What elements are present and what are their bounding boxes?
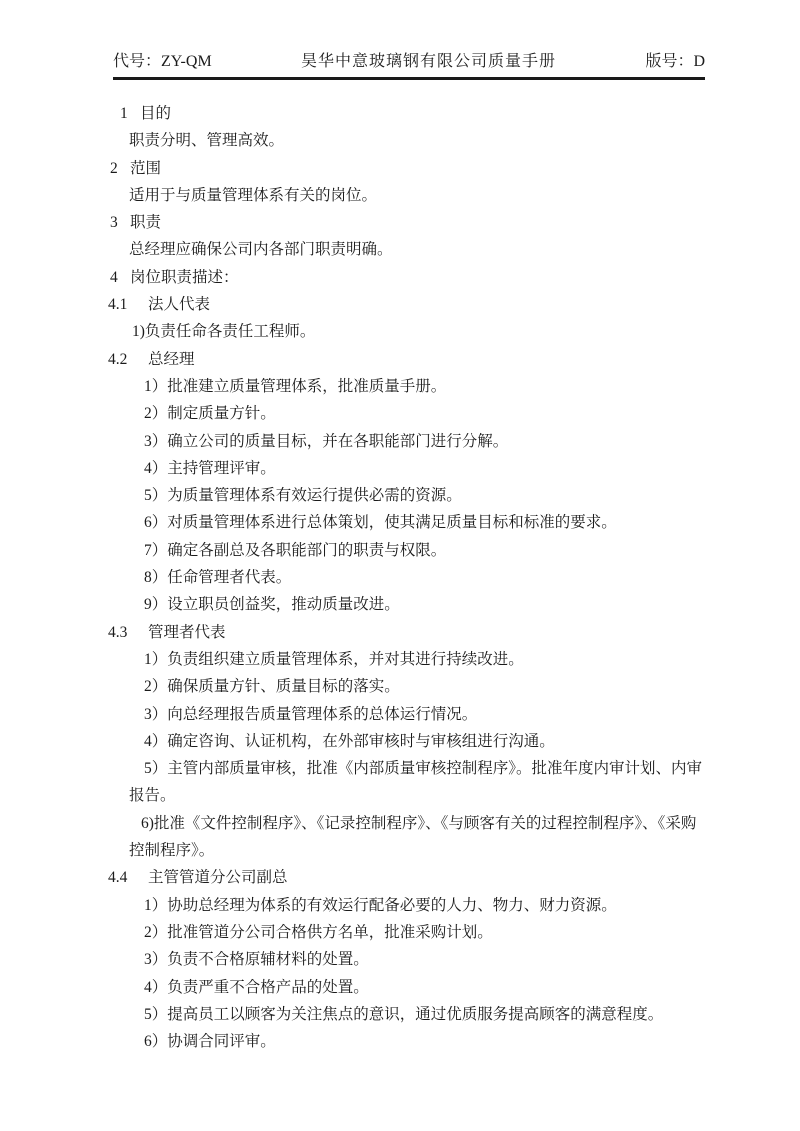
doc-line: 7）确定各副总及各职能部门的职责与权限。 — [144, 541, 447, 559]
doc-line: 1）负责组织建立质量管理体系，并对其进行持续改进。 — [144, 650, 524, 668]
doc-line-text: 职责 — [130, 214, 162, 232]
doc-line: 职责分明、管理高效。 — [129, 132, 285, 150]
document-body — [0, 100, 708, 1055]
doc-line: 1）批准建立质量管理体系，批准质量手册。 — [144, 377, 447, 395]
doc-line — [0, 209, 708, 236]
doc-line-number: 4 — [110, 268, 118, 286]
doc-line-number: 1 — [120, 105, 128, 122]
doc-line: 6)批准《文件控制程序》、《记录控制程序》、《与顾客有关的过程控制程序》、《采购控制程序》。 — [129, 814, 697, 860]
doc-line-number: 3 — [110, 214, 118, 232]
doc-line: 5）为质量管理体系有效运行提供必需的资源。 — [144, 487, 462, 505]
doc-line: 总经理应确保公司内各部门职责明确。 — [129, 241, 393, 259]
doc-line-text: 范围 — [130, 159, 162, 177]
doc-line-text: 管理者代表 — [148, 623, 226, 641]
doc-line: 8）任命管理者代表。 — [144, 569, 292, 587]
doc-line: 6）协调合同评审。 — [144, 1033, 276, 1051]
doc-line-number: 4.1 — [108, 296, 128, 314]
doc-line: 4）主持管理评审。 — [144, 459, 276, 477]
doc-line-number: 4.2 — [108, 350, 128, 368]
doc-line: 3）向总经理报告质量管理体系的总体运行情况。 — [144, 705, 478, 723]
doc-line-text: 主管管道分公司副总 — [148, 869, 288, 887]
doc-line: 5）主管内部质量审核，批准《内部质量审核控制程序》。批准年度内审计划、内审报告。 — [129, 760, 703, 805]
doc-line — [0, 864, 708, 891]
doc-line — [0, 346, 708, 373]
doc-line: 9）设立职员创益奖，推动质量改进。 — [144, 596, 400, 614]
doc-line-text: 法人代表 — [148, 296, 211, 314]
doc-line — [0, 619, 708, 646]
doc-line: 适用于与质量管理体系有关的岗位。 — [129, 186, 378, 204]
doc-line: 6）对质量管理体系进行总体策划，使其满足质量目标和标准的要求。 — [144, 514, 617, 532]
doc-line-text: 目的 — [140, 105, 172, 122]
doc-line-number: 4.4 — [108, 869, 128, 887]
doc-line: 3）确立公司的质量目标，并在各职能部门进行分解。 — [144, 432, 509, 450]
doc-code: 代号：ZY-QM — [113, 53, 212, 70]
doc-line-text: 岗位职责描述： — [130, 268, 239, 286]
doc-line — [0, 100, 708, 127]
document-header — [113, 51, 705, 73]
doc-line-number: 4.3 — [108, 623, 128, 641]
doc-line — [0, 264, 708, 291]
doc-line: 2）制定质量方针。 — [144, 405, 276, 423]
doc-line-text: 总经理 — [148, 350, 195, 368]
doc-line-number: 2 — [110, 159, 118, 177]
doc-title: 昊华中意玻璃钢有限公司质量手册 — [301, 53, 557, 70]
doc-line: 3）负责不合格原辅材料的处置。 — [144, 951, 369, 969]
header-rule — [113, 77, 705, 80]
doc-line: 2）确保质量方针、质量目标的落实。 — [144, 678, 400, 696]
doc-line: 1）协助总经理为体系的有效运行配备必要的人力、物力、财力资源。 — [144, 896, 617, 914]
doc-line: 4）负责严重不合格产品的处置。 — [144, 978, 369, 996]
doc-line: 2）批准管道分公司合格供方名单，批准采购计划。 — [144, 923, 493, 941]
doc-line — [0, 291, 708, 318]
doc-line: 1)负责任命各责任工程师。 — [132, 323, 316, 341]
doc-line — [0, 155, 708, 182]
doc-line: 4）确定咨询、认证机构，在外部审核时与审核组进行沟通。 — [144, 732, 555, 750]
doc-line: 5）提高员工以顾客为关注焦点的意识，通过优质服务提高顾客的满意程度。 — [144, 1005, 664, 1023]
doc-version: 版号：D — [645, 53, 705, 70]
